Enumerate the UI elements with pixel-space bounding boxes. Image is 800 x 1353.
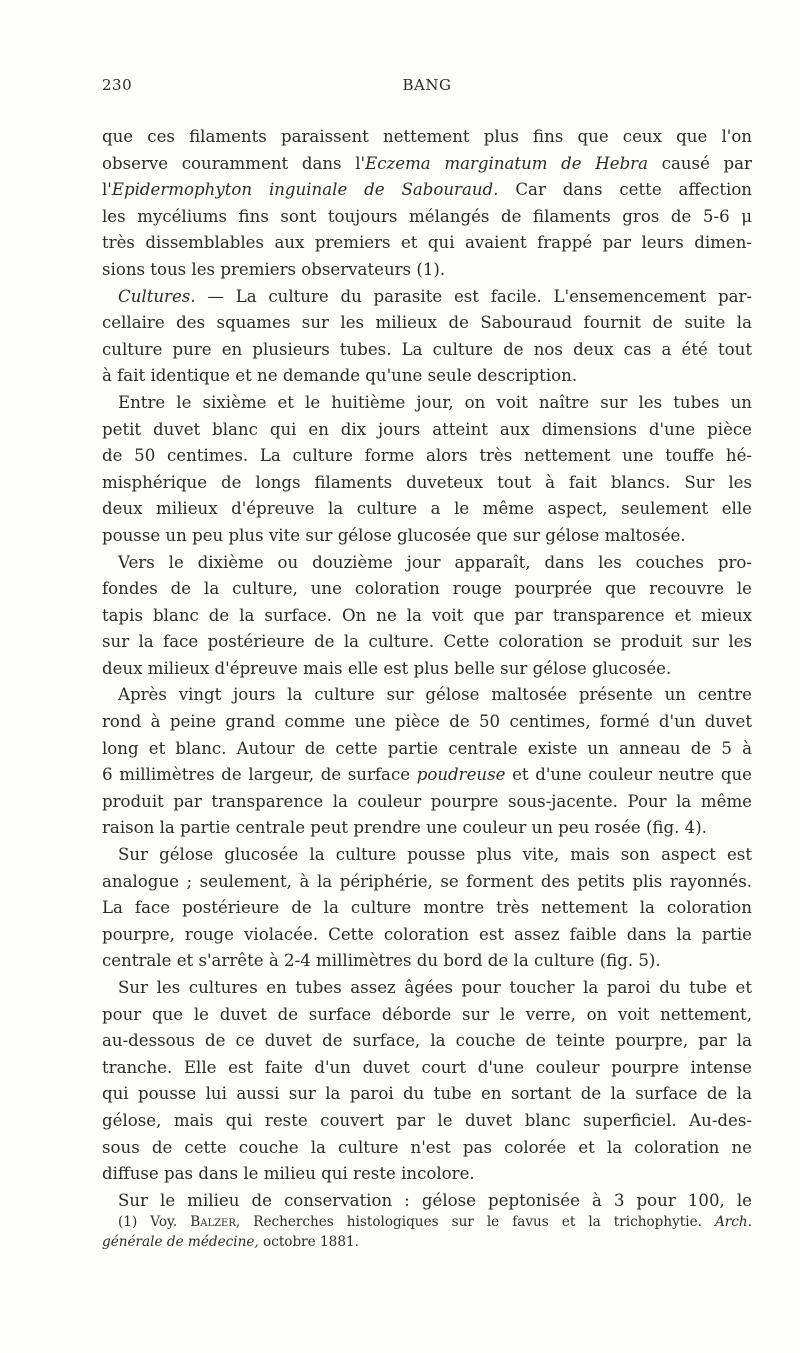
text-line: raison la partie centrale peut prendre une couleur un peu rosée (fig. 4). — [102, 818, 707, 838]
text-line: analogue ; seulement, à la périphérie, se forment des petits plis rayonnés. — [102, 871, 752, 891]
text-line: pousse un peu plus vite sur gélose glucosée que sur gélose maltosée. — [102, 525, 686, 545]
text-line: Sur le milieu de conservation : gélose peptonisée à 3 pour 100, le — [118, 1190, 752, 1210]
running-head: BANG — [402, 76, 452, 94]
text-span: — La culture du parasite est facile. L'ensemencement par- — [195, 286, 752, 306]
text-line: rond à peine grand comme une pièce de 50 centimes, formé d'un duvet — [102, 712, 752, 732]
text-span: observe couramment dans l' — [102, 153, 366, 173]
text-line: pour que le duvet de surface déborde sur le verre, on voit nettement, — [102, 1004, 752, 1024]
text-span: Car dans cette affection — [498, 180, 752, 200]
italic-term: poudreuse — [416, 765, 506, 785]
text-line: Vers le dixième ou douzième jour apparaît, dans les couches pro- — [118, 552, 752, 572]
text-line: misphérique de longs filaments duveteux tout à fait blancs. Sur les — [102, 472, 752, 492]
text-line: à fait identique et ne demande qu'une seule description. — [102, 366, 578, 386]
text-span: octobre 1881. — [258, 1234, 359, 1250]
text-line: cellaire des squames sur les milieux de Sabouraud fournit de suite la — [102, 313, 752, 333]
text-line: qui pousse lui aussi sur la paroi du tube en sortant de la surface de la — [102, 1084, 752, 1104]
text-line: Sur les cultures en tubes assez âgées pour toucher la paroi du tube et — [118, 978, 752, 997]
text-line: pourpre, rouge violacée. Cette coloration est assez faible dans la partie — [102, 924, 752, 944]
text-line: fondes de la culture, une coloration rouge pourprée que recouvre le — [102, 579, 752, 599]
text-line: long et blanc. Autour de cette partie centrale existe un anneau de 5 à — [102, 738, 752, 758]
text-line: deux milieux d'épreuve mais elle est plus belle sur gélose glucosée. — [102, 658, 672, 678]
text-line: au-dessous de ce duvet de surface, la couche de teinte pourpre, par la — [102, 1031, 752, 1051]
text-line: centrale et s'arrête à 2-4 millimètres du bord de la culture (fig. 5). — [102, 951, 661, 971]
text-line: La face postérieure de la culture montre très nettement la coloration — [102, 898, 752, 918]
author-name: Balzer — [190, 1214, 236, 1230]
text-line: très dissemblables aux premiers et qui avaient frappé par leurs dimen- — [102, 233, 752, 253]
page-number: 230 — [102, 76, 133, 94]
journal-name: Arch. — [714, 1214, 752, 1230]
text-line: petit duvet blanc qui en dix jours atteint aux dimensions d'une pièce — [102, 419, 752, 439]
journal-name: générale de médecine, — [102, 1234, 259, 1250]
text-line: gélose, mais qui reste couvert par le duvet blanc superficiel. Au-des- — [102, 1110, 752, 1130]
italic-term: Epidermophyton inguinale de Sabouraud. — [111, 180, 499, 200]
text-line: Après vingt jours la culture sur gélose maltosée présente un centre — [118, 685, 752, 705]
text-line: Sur gélose glucosée la culture pousse plus vite, mais son aspect est — [118, 845, 752, 865]
text-span: 6 millimètres de largeur, de surface — [102, 765, 417, 785]
text-span: l' — [102, 180, 112, 200]
text-line: que ces filaments paraissent nettement plus fins que ceux que l'on — [102, 127, 752, 146]
text-line — [102, 284, 752, 311]
text-line: sous de cette couche la culture n'est pas colorée et la coloration ne — [102, 1137, 752, 1157]
text-line: culture pure en plusieurs tubes. La culture de nos deux cas a été tout — [102, 339, 752, 359]
text-line: deux milieux d'épreuve la culture a le même aspect, seulement elle — [102, 499, 752, 519]
body-text — [102, 124, 752, 1214]
text-span: causé par — [648, 153, 752, 173]
text-span: , Recherches histologiques sur le favus et la trichophytie. — [235, 1214, 715, 1230]
text-line — [102, 762, 752, 789]
footnote-line — [102, 1232, 752, 1252]
text-line: de 50 centimes. La culture forme alors très nettement une touffe hé- — [102, 446, 752, 466]
text-line: diffuse pas dans le milieu qui reste incolore. — [102, 1164, 475, 1184]
footnote-marker: (1) Voy. — [118, 1214, 191, 1230]
italic-term: Eczema marginatum de Hebra — [365, 153, 649, 173]
text-line: sions tous les premiers observateurs (1). — [102, 259, 446, 279]
text-line: tapis blanc de la surface. On ne la voit que par transparence et mieux — [102, 605, 752, 625]
page-header — [102, 76, 752, 102]
text-line: tranche. Elle est faite d'un duvet court d'une couleur pourpre intense — [102, 1057, 752, 1077]
text-line: produit par transparence la couleur pourpre sous-jacente. Pour la même — [102, 791, 752, 811]
text-line: Entre le sixième et le huitième jour, on voit naître sur les tubes un — [118, 392, 752, 412]
footnote — [102, 1212, 752, 1252]
section-heading: Cultures. — [118, 286, 196, 306]
footnote-line — [102, 1212, 752, 1232]
text-line — [102, 177, 752, 204]
text-line — [102, 151, 752, 178]
text-span: et d'une couleur neutre que — [505, 765, 752, 785]
text-line: les mycéliums fins sont toujours mélangés de filaments gros de 5-6 μ — [102, 206, 752, 226]
text-line: sur la face postérieure de la culture. Cette coloration se produit sur les — [102, 632, 752, 652]
